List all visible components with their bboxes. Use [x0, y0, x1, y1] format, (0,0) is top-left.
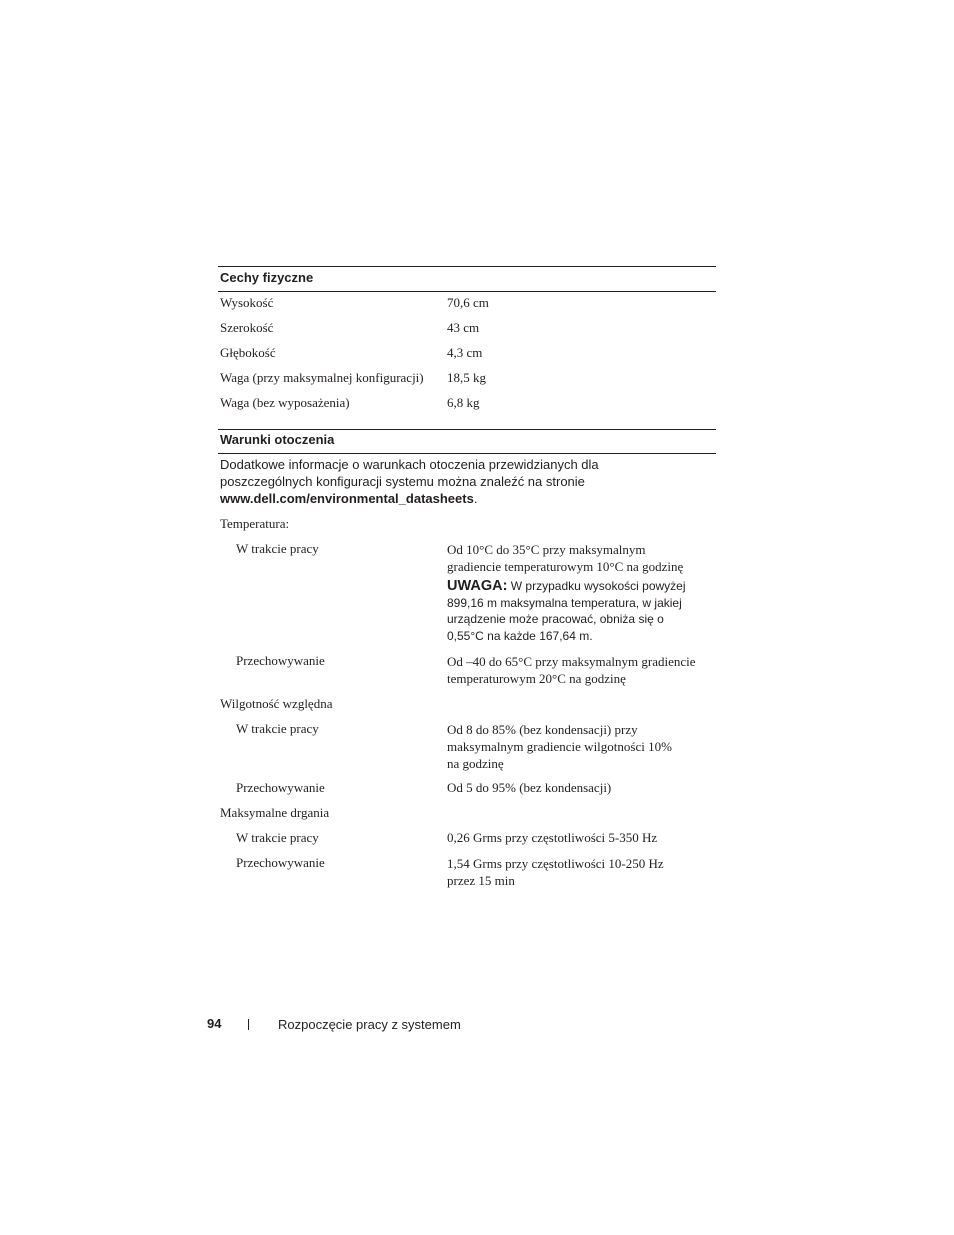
environment-intro — [220, 456, 599, 507]
spec-label: Waga (przy maksymalnej konfiguracji) — [220, 370, 424, 385]
note-label: UWAGA: — [447, 578, 508, 594]
spec-value: 43 cm — [447, 320, 480, 335]
physical-heading-rule — [218, 291, 716, 292]
intro-end: . — [473, 491, 478, 506]
note-line: urządzenie może pracować, obniża się o — [447, 612, 664, 626]
intro-line: Dodatkowe informacje o warunkach otoczenia przewidzianych dla — [220, 457, 599, 472]
spec-value: 18,5 kg — [447, 370, 486, 385]
footer-title: Rozpoczęcie pracy z systemem — [278, 1017, 461, 1032]
value-line: Od –40 do 65°C przy maksymalnym gradiencie — [447, 654, 696, 669]
humidity-operating-value — [447, 721, 672, 772]
spec-label: Głębokość — [220, 345, 276, 360]
environment-top-rule — [218, 429, 716, 430]
page-number: 94 — [207, 1016, 222, 1031]
spec-value: 6,8 kg — [447, 395, 480, 410]
value-line: maksymalnym gradiencie wilgotności 10% — [447, 739, 672, 754]
spec-label: Waga (bez wyposażenia) — [220, 395, 350, 410]
value-line: Od 10°C do 35°C przy maksymalnym — [447, 542, 646, 557]
humidity-operating-label: W trakcie pracy — [236, 721, 319, 736]
physical-top-rule — [218, 266, 716, 267]
humidity-storage-value: Od 5 do 95% (bez kondensacji) — [447, 780, 612, 795]
vibration-storage-value — [447, 855, 664, 889]
spec-value: 70,6 cm — [447, 295, 489, 310]
value-line: gradiencie temperaturowym 10°C na godzinę — [447, 559, 684, 574]
temperature-label: Temperatura: — [220, 516, 290, 531]
humidity-label: Wilgotność względna — [220, 696, 333, 711]
value-line: Od 8 do 85% (bez kondensacji) przy — [447, 722, 638, 737]
intro-line: poszczególnych konfiguracji systemu można znaleźć na stronie — [220, 474, 585, 489]
vibration-storage-label: Przechowywanie — [236, 855, 325, 870]
vibration-label: Maksymalne drgania — [220, 805, 330, 820]
temperature-storage-label: Przechowywanie — [236, 653, 325, 668]
value-line: temperaturowym 20°C na godzinę — [447, 671, 626, 686]
temperature-note — [447, 578, 686, 644]
note-line: 0,55°C na każde 167,64 m. — [447, 628, 593, 643]
spec-label: Wysokość — [220, 295, 274, 310]
datasheets-link[interactable]: www.dell.com/environmental_datasheets — [220, 491, 474, 506]
environment-heading-rule — [218, 453, 716, 454]
note-line: W przypadku wysokości powyżej — [510, 579, 686, 593]
temperature-storage-value — [447, 653, 696, 687]
vibration-operating-value: 0,26 Grms przy częstotliwości 5-350 Hz — [447, 830, 658, 845]
value-line: przez 15 min — [447, 873, 515, 888]
environment-heading: Warunki otoczenia — [220, 432, 335, 447]
temperature-operating-label: W trakcie pracy — [236, 541, 319, 556]
physical-heading: Cechy fizyczne — [220, 270, 314, 285]
vibration-operating-label: W trakcie pracy — [236, 830, 319, 845]
note-line: 899,16 m maksymalna temperatura, w jakiej — [447, 595, 682, 610]
value-line: 1,54 Grms przy częstotliwości 10-250 Hz — [447, 856, 664, 871]
footer-separator — [248, 1019, 249, 1030]
temperature-operating-value — [447, 541, 683, 575]
humidity-storage-label: Przechowywanie — [236, 780, 325, 795]
spec-value: 4,3 cm — [447, 345, 483, 360]
value-line: na godzinę — [447, 756, 504, 771]
spec-label: Szerokość — [220, 320, 274, 335]
